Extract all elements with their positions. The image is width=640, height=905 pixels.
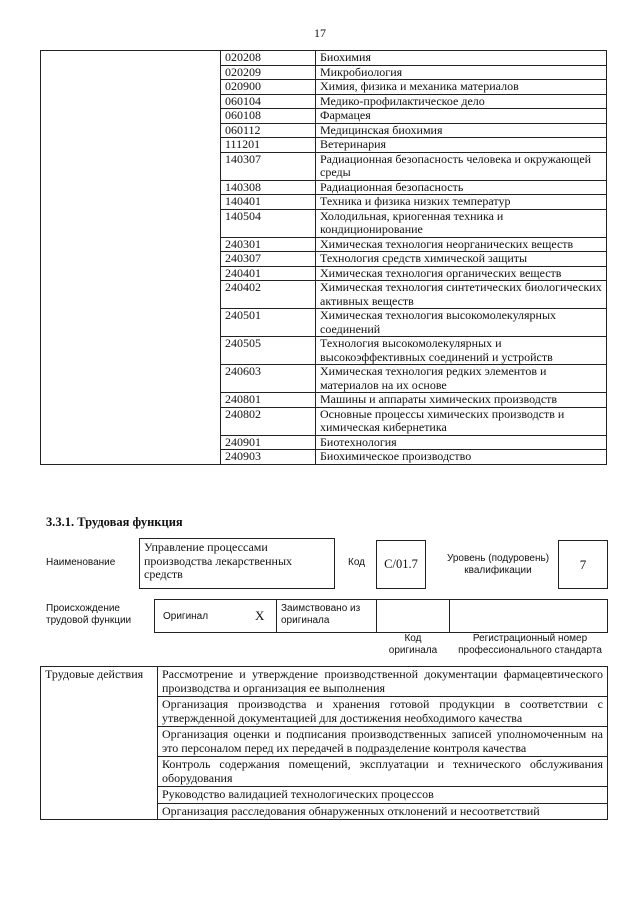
blank-cell: [41, 450, 221, 465]
function-name-value: Управление процессами производства лекарственных средств: [139, 538, 335, 589]
blank-cell: [41, 94, 221, 109]
specialty-code: 060104: [221, 94, 316, 109]
specialty-code: 240501: [221, 309, 316, 337]
specialty-name: Биохимическое производство: [316, 450, 607, 465]
specialty-row: [41, 51, 607, 66]
specialties-table-body: [41, 51, 607, 465]
labor-actions-label: Трудовые действия: [41, 667, 158, 820]
specialty-row: [41, 209, 607, 237]
specialty-code: 140308: [221, 180, 316, 195]
blank-cell: [41, 407, 221, 435]
specialty-code: 240301: [221, 237, 316, 252]
specialty-row: [41, 281, 607, 309]
specialty-row: [41, 80, 607, 95]
labor-action-item: Контроль содержания помещений, эксплуатации и технического обслуживания оборудования: [158, 757, 608, 787]
specialty-row: [41, 266, 607, 281]
labor-action-item: Руководство валидацией технологических процессов: [158, 787, 608, 804]
specialty-name: Радиационная безопасность человека и окружающей среды: [316, 152, 607, 180]
blank-cell: [41, 435, 221, 450]
specialty-code: 240402: [221, 281, 316, 309]
specialty-code: 140401: [221, 195, 316, 210]
function-code-value: C/01.7: [376, 540, 426, 589]
borrowed-label: Заимствовано из оригинала: [281, 603, 361, 626]
specialty-code: 240801: [221, 393, 316, 408]
specialty-code: 240505: [221, 337, 316, 365]
specialty-code: 240802: [221, 407, 316, 435]
blank-cell: [41, 180, 221, 195]
specialty-row: [41, 393, 607, 408]
blank-cell: [41, 252, 221, 267]
specialty-name: Химическая технология высокомолекулярных соединений: [316, 309, 607, 337]
specialty-row: [41, 195, 607, 210]
specialty-name: Биотехнология: [316, 435, 607, 450]
blank-cell: [41, 266, 221, 281]
specialty-name: Химия, физика и механика материалов: [316, 80, 607, 95]
specialty-code: 240903: [221, 450, 316, 465]
origin-divider: [449, 599, 450, 633]
blank-cell: [41, 65, 221, 80]
specialty-name: Основные процессы химических производств и химическая кибернетика: [316, 407, 607, 435]
specialty-row: [41, 180, 607, 195]
specialty-code: 060108: [221, 109, 316, 124]
specialty-row: [41, 450, 607, 465]
specialty-name: Техника и физика низких температур: [316, 195, 607, 210]
specialty-name: Фармацея: [316, 109, 607, 124]
specialty-row: [41, 407, 607, 435]
blank-cell: [41, 237, 221, 252]
blank-cell: [41, 281, 221, 309]
specialties-table: [40, 50, 607, 465]
specialty-code: 140504: [221, 209, 316, 237]
specialty-row: [41, 252, 607, 267]
specialty-code: 020208: [221, 51, 316, 66]
specialty-code: 111201: [221, 138, 316, 153]
specialty-code: 240603: [221, 365, 316, 393]
blank-cell: [41, 365, 221, 393]
blank-cell: [41, 337, 221, 365]
specialty-row: [41, 152, 607, 180]
specialty-row: [41, 65, 607, 80]
specialty-name: Химическая технология органических веществ: [316, 266, 607, 281]
origin-label: Происхождение трудовой функции: [46, 603, 132, 626]
blank-cell: [41, 152, 221, 180]
specialty-name: Машины и аппараты химических производств: [316, 393, 607, 408]
specialty-name: Технология средств химической защиты: [316, 252, 607, 267]
registration-number-caption: Регистрационный номер профессионального стандарта: [458, 633, 602, 656]
blank-cell: [41, 209, 221, 237]
labor-action-item: Организация оценки и подписания производственных записей уполномоченным на это персоналом перед их передачей в подразделение контроля качества: [158, 727, 608, 757]
original-mark: X: [255, 608, 265, 623]
labor-action-item: Организация производства и хранения готовой продукции в соответствии с утвержденной документацией для достижения необходимого качества: [158, 697, 608, 727]
origin-divider: [276, 599, 277, 633]
specialty-row: [41, 337, 607, 365]
blank-cell: [41, 51, 221, 66]
page-number: 17: [314, 26, 326, 40]
specialty-name: Ветеринария: [316, 138, 607, 153]
specialty-row: [41, 94, 607, 109]
qualification-level-value: 7: [558, 540, 608, 589]
labor-action-row: [41, 667, 608, 697]
original-label: Оригинал: [163, 611, 209, 622]
specialty-code: 240307: [221, 252, 316, 267]
specialty-code: 020900: [221, 80, 316, 95]
origin-divider: [376, 599, 377, 633]
specialty-row: [41, 138, 607, 153]
specialty-name: Радиационная безопасность: [316, 180, 607, 195]
specialty-row: [41, 109, 607, 124]
labor-action-item: Рассмотрение и утверждение производственной документации фармацевтического производства и организация ее выполнения: [158, 667, 608, 697]
specialty-code: 060112: [221, 123, 316, 138]
code-original-caption: Код оригинала: [388, 633, 438, 656]
blank-cell: [41, 123, 221, 138]
blank-cell: [41, 80, 221, 95]
specialty-name: Медицинская биохимия: [316, 123, 607, 138]
labor-actions-table: [40, 666, 608, 820]
specialty-name: Холодильная, криогенная техника и кондиционирование: [316, 209, 607, 237]
blank-cell: [41, 393, 221, 408]
blank-cell: [41, 138, 221, 153]
specialty-name: Химическая технология синтетических биологических активных веществ: [316, 281, 607, 309]
specialty-name: Химическая технология неорганических веществ: [316, 237, 607, 252]
blank-cell: [41, 309, 221, 337]
blank-cell: [41, 109, 221, 124]
specialty-name: Химическая технология редких элементов и материалов на их основе: [316, 365, 607, 393]
specialty-name: Технология высокомолекулярных и высокоэффективных соединений и устройств: [316, 337, 607, 365]
labor-actions-body: [41, 667, 608, 820]
qualification-level-label: Уровень (подуровень) квалификации: [446, 553, 550, 576]
specialty-name: Медико-профилактическое дело: [316, 94, 607, 109]
specialty-code: 140307: [221, 152, 316, 180]
section-title: 3.3.1. Трудовая функция: [46, 515, 183, 529]
origin-row: [154, 599, 608, 633]
specialty-code: 240401: [221, 266, 316, 281]
specialty-row: [41, 123, 607, 138]
blank-cell: [41, 195, 221, 210]
code-label: Код: [348, 557, 366, 568]
name-label: Наименование: [46, 557, 116, 568]
specialty-row: [41, 309, 607, 337]
specialty-name: Микробиология: [316, 65, 607, 80]
specialty-row: [41, 365, 607, 393]
labor-action-item: Организация расследования обнаруженных отклонений и несоответствий: [158, 803, 608, 820]
specialty-code: 240901: [221, 435, 316, 450]
specialty-row: [41, 237, 607, 252]
specialty-code: 020209: [221, 65, 316, 80]
specialty-row: [41, 435, 607, 450]
specialty-name: Биохимия: [316, 51, 607, 66]
